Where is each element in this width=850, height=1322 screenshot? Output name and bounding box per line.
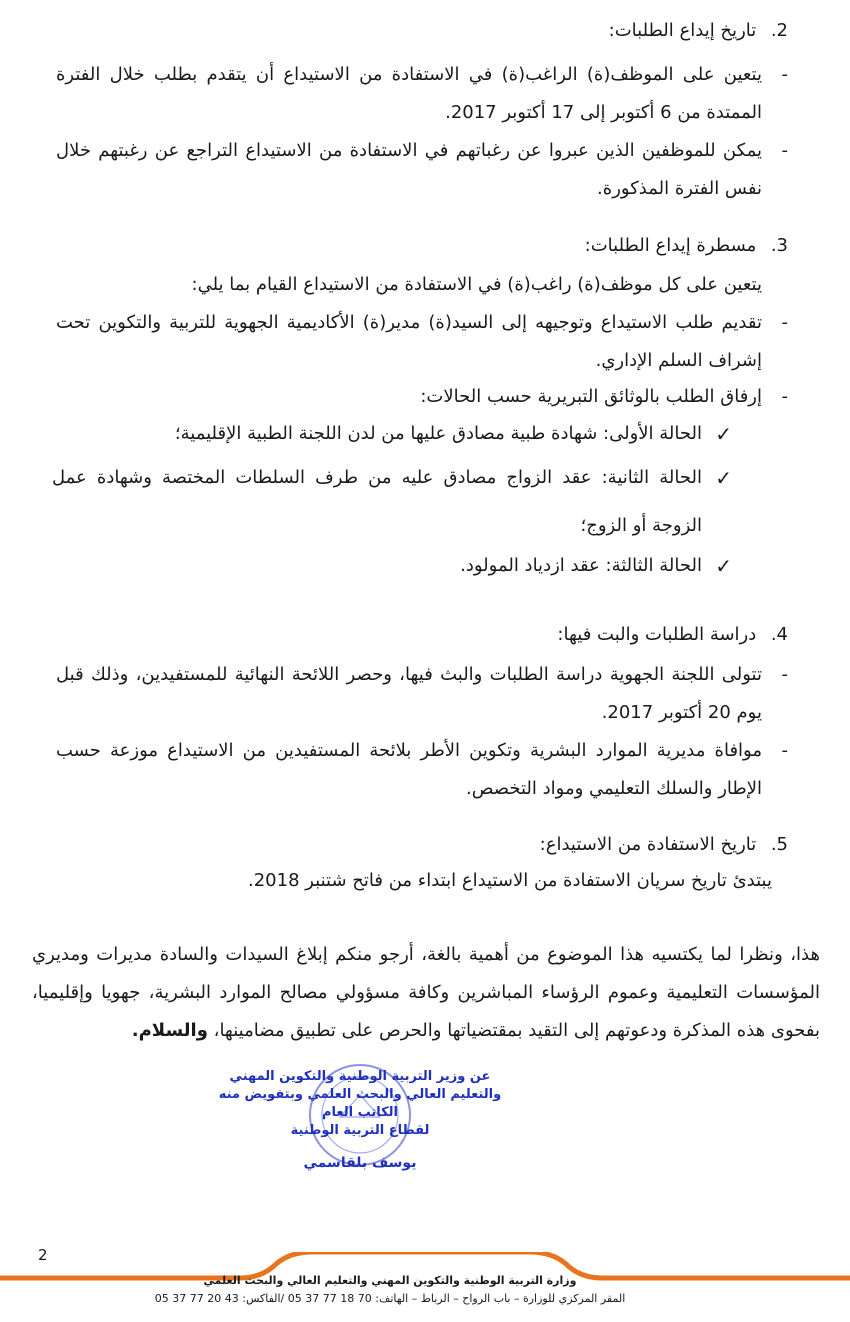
section-title: تاريخ الاستفادة من الاستيداع: (539, 834, 757, 855)
section-2-heading (48, 18, 788, 44)
section-number: 5. (770, 834, 788, 855)
bullet-dash: - (781, 740, 788, 761)
section-text: يبتدئ تاريخ سريان الاستفادة من الاستيداع ابتداء من فاتح شتنبر 2018. (247, 870, 772, 891)
signature-block (210, 1068, 510, 1172)
section-title: مسطرة إيداع الطلبات: (584, 235, 757, 256)
bullet-dash: - (781, 664, 788, 685)
section-3-heading (48, 233, 788, 259)
checkmark-icon: ✓ (715, 554, 732, 578)
case-text: الحالة الثانية: عقد الزواج مصادق عليه من طرف السلطات المختصة وشهادة عمل الزوجة أو الزوج؛ (52, 467, 702, 536)
section-4-bullet-2 (56, 732, 788, 808)
bullet-dash: - (781, 312, 788, 333)
bullet-text: إرفاق الطلب بالوثائق التبريرية حسب الحالات: (420, 386, 762, 407)
bullet-dash: - (781, 386, 788, 407)
section-2-bullet-1 (56, 56, 788, 132)
bullet-text: يتعين على الموظف(ة) الراغب(ة) في الاستفادة من الاستيداع أن يتقدم بطلب خلال الفترة الممتدة من 6 أكتوبر إلى 17 أكتوبر 2017. (56, 64, 762, 123)
section-2-bullet-2 (56, 132, 788, 208)
section-4-heading (48, 622, 788, 648)
closing-body: هذا، ونظرا لما يكتسيه هذا الموضوع من أهمية بالغة، أرجو منكم إبلاغ السيدات والسادة مديرات ومديري المؤسسات التعليمية وعموم الرؤساء المباشرين وكافة مسؤولي مصالح الموارد البشرية، جهويا وإقليميا، بفحوى هذه المذكرة ودعوتهم إلى التقيد بمقتضياتها والحرص على تطبيق مضامينها، (32, 944, 820, 1041)
page-number: 2 (38, 1246, 48, 1264)
section-title: دراسة الطلبات والبت فيها: (557, 624, 757, 645)
section-5-text (66, 862, 772, 900)
bullet-text: تقديم طلب الاستيداع وتوجيهه إلى السيد(ة) مدير(ة) الأكاديمية الجهوية للتربية والتكوين تحت إشراف السلم الإداري. (56, 312, 762, 371)
case-text: الحالة الأولى: شهادة طبية مصادق عليها من لدن اللجنة الطبية الإقليمية؛ (174, 423, 702, 444)
checkmark-icon: ✓ (715, 422, 732, 446)
signature-line-1: عن وزير التربية الوطنية والتكوين المهني (229, 1069, 491, 1084)
section-number: 3. (770, 235, 788, 256)
bullet-dash: - (781, 64, 788, 85)
footer-ministry: وزارة التربية الوطنية والتكوين المهني والتعليم العالي والبحث العلمي (203, 1274, 577, 1287)
case-1 (52, 410, 732, 458)
signatory-name: يوسف بلقاسمي (303, 1155, 417, 1171)
section-4-bullet-1 (56, 656, 788, 732)
checkmark-icon: ✓ (715, 466, 732, 490)
footer-address: المقر المركزي للوزارة – باب الرواح – الرباط – الهاتف: 70 18 77 37 05 /الفاكس: 43 20 77 37 05 (154, 1292, 626, 1305)
section-number: 4. (770, 624, 788, 645)
case-2 (52, 454, 732, 550)
closing-text (32, 936, 820, 1050)
section-3-intro (56, 266, 762, 304)
bullet-text: تتولى اللجنة الجهوية دراسة الطلبات والبث فيها، وحصر اللائحة النهائية للمستفيدين، وذلك قبل يوم 20 أكتوبر 2017. (56, 664, 762, 723)
signature-line-3: الكاتب العام (321, 1105, 399, 1120)
closing-salam: والسلام. (131, 1020, 208, 1041)
bullet-text: موافاة مديرية الموارد البشرية وتكوين الأطر بلائحة المستفيدين من الاستيداع موزعة حسب الإطار والسلك التعليمي ومواد التخصص. (56, 740, 762, 799)
section-5-heading (48, 832, 788, 858)
case-3 (52, 542, 732, 590)
signature-line-4: لقطاع التربية الوطنية (290, 1123, 430, 1138)
bullet-dash: - (781, 140, 788, 161)
case-text: الحالة الثالثة: عقد ازدياد المولود. (460, 555, 702, 576)
intro-text: يتعين على كل موظف(ة) راغب(ة) في الاستفادة من الاستيداع القيام بما يلي: (191, 274, 762, 295)
closing-paragraph (32, 936, 820, 1050)
bullet-text: يمكن للموظفين الذين عبروا عن رغباتهم في الاستفادة من الاستيداع التراجع عن رغبتهم خلال نفس الفترة المذكورة. (56, 140, 762, 199)
signature-line-2: والتعليم العالي والبحث العلمي وبتفويض منه (218, 1087, 502, 1102)
section-3-bullet-1 (56, 304, 788, 380)
section-number: 2. (770, 20, 788, 41)
section-title: تاريخ إيداع الطلبات: (608, 20, 757, 41)
